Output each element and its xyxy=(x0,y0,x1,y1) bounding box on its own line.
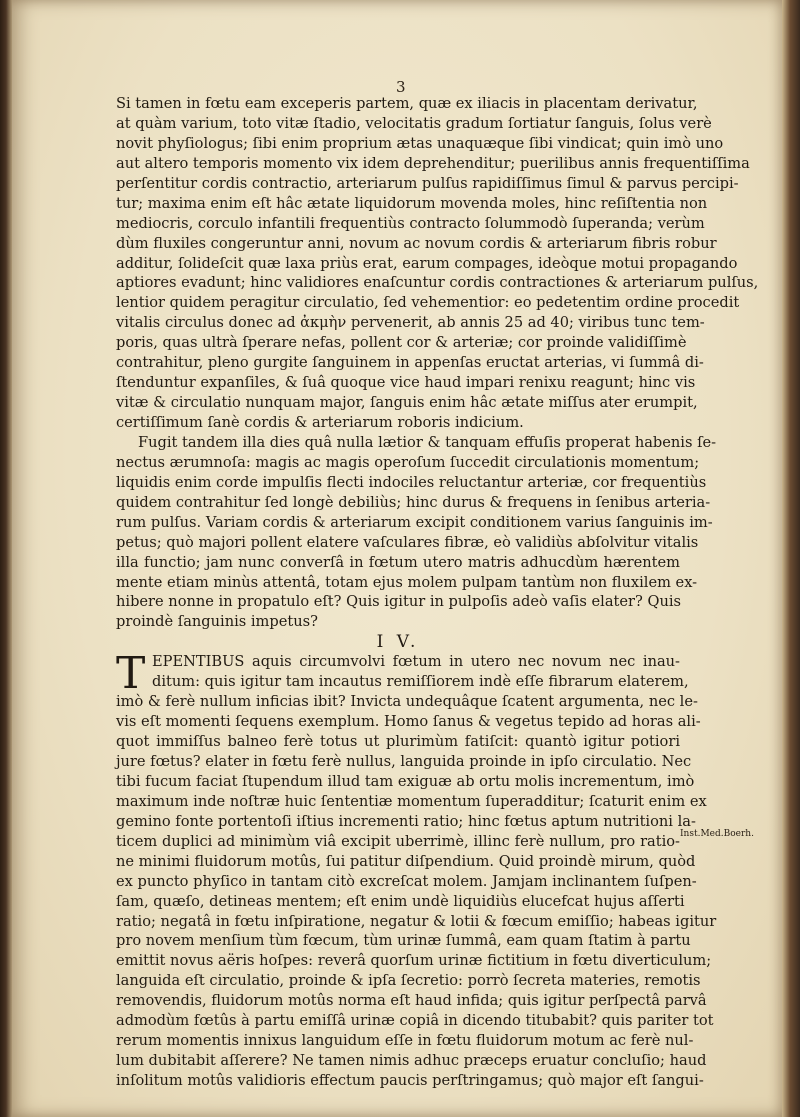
text-line: ſtenduntur expanſiles, & ſuâ quoque vice haud impari renixu reagunt; hinc vis xyxy=(116,374,696,392)
text-line: languida eſt circulatio, proinde & ipſa ſecretio: porrò ſecreta materies, remotis xyxy=(116,972,701,990)
text-line: Fugit tandem illa dies quâ nulla lætior & tanquam effuſis properat habenis ſe- xyxy=(138,433,717,451)
text-line: contrahitur, pleno gurgite ſanguinem in appenſas eructat arterias, vi ſummâ di- xyxy=(116,354,704,372)
text-line: maximum inde noſtræ huic ſententiæ momentum ſuperadditur; ſcaturit enim ex xyxy=(116,792,707,810)
text-line: rerum momentis innixus languidum eſſe in fœtu fluidorum motum ac ferè nul- xyxy=(116,1032,694,1050)
text-line: ticem duplici ad minimùm viâ excipit uberrimè, illinc ferè nullum, pro ratio- xyxy=(116,832,680,850)
drop-cap: T xyxy=(116,648,146,700)
text-line: nectus ærumnoſa: magis ac magis operoſum ſuccedit circulationis momentum; xyxy=(116,453,700,471)
text-line: ditum: quis igitur tam incautus remiſſiorem indè eſſe fibrarum elaterem, xyxy=(152,673,689,691)
text-line: ſam, quæſo, detineas mentem; eſt enim undè liquidiùs elucefcat hujus aſſerti xyxy=(116,892,685,910)
paragraph-1 xyxy=(116,94,759,433)
text-line: additur, ſolideſcit quæ laxa priùs erat, earum compages, ideòque motui propagando xyxy=(116,254,738,272)
text-line: rum pulſus. Variam cordis & arteriarum excipit conditionem varius ſanguinis im- xyxy=(116,513,713,531)
text-line: illa functio; jam nunc converſâ in fœtum utero matris adhucdùm hærentem xyxy=(116,553,680,571)
margin-note: Inst.Med.Boerh. xyxy=(680,829,754,839)
text-line: mente etiam minùs attentâ, totam ejus molem pulpam tantùm non fluxilem ex- xyxy=(116,573,698,591)
text-line: removendis, fluidorum motûs norma eſt haud infida; quis igitur perſpectâ parvâ xyxy=(116,992,707,1010)
text-line: mediocris, corculo infantili frequentiùs contracto ſolummodò ſuperanda; verùm xyxy=(116,214,705,232)
text-line: vis eſt momenti ſequens exemplum. Homo ſanus & vegetus tepido ad horas ali- xyxy=(116,713,701,731)
text-line: EPENTIBUS aquis circumvolvi fœtum in utero nec novum nec inau- xyxy=(152,653,680,671)
text-line: hibere nonne in propatulo eſt? Quis igitur in pulpoſis adeò vaſis elater? Quis xyxy=(116,593,681,611)
text-line: Si tamen in fœtu eam exceperis partem, quæ ex iliacis in placentam derivatur, xyxy=(116,95,698,112)
text-line: quidem contrahitur ſed longè debiliùs; hinc durus & frequens in ſenibus arteria- xyxy=(116,493,711,511)
text-line: imò & ferè nullum inficias ibit? Invicta undequâque ſcatent argumenta, nec le- xyxy=(116,693,698,711)
text-line: admodùm fœtûs à partu emiſſâ urinæ copiâ in dicendo titubabit? quis pariter tot xyxy=(116,1012,714,1030)
text-line: aut altero temporis momento vix idem deprehenditur; puerilibus annis frequentiſſima xyxy=(116,154,750,172)
text-line: certiſſimum ſanè cordis & arteriarum roboris indicium. xyxy=(116,414,524,431)
text-line: ne minimi fluidorum motûs, ſui patitur diſpendium. Quid proindè mirum, quòd xyxy=(116,852,696,870)
text-line: vitæ & circulatio nunquam major, ſanguis enim hâc ætate miſſus ater erumpit, xyxy=(116,394,698,412)
page-number: 3 xyxy=(396,78,406,96)
text-line: aptiores evadunt; hinc validiores enaſcuntur cordis contractiones & arteriarum pulſus, xyxy=(116,274,759,292)
text-line: petus; quò majori pollent elatere vaſculares fibræ, eò validiùs abſolvitur vitalis xyxy=(116,533,699,551)
paragraph-3-opening xyxy=(116,648,689,700)
paragraph-2 xyxy=(116,433,717,632)
text-line: quot immiſſus balneo ferè totus ut plurimùm fatiſcit: quantò igitur potiori xyxy=(116,733,680,751)
section-heading: I V. xyxy=(376,632,420,653)
text-line: tur; maxima enim eſt hâc ætate liquidorum movenda moles, hinc reſiſtentia non xyxy=(116,194,708,212)
text-line: gemino fonte portentoſi iſtius incrementi ratio; hinc fœtus aptum nutritioni la- xyxy=(116,812,696,830)
text-line: jure fœtus? elater in fœtu ferè nullus, languida proinde in ipſo circulatio. Nec xyxy=(116,753,692,770)
text-line: ex puncto phyſico in tantam citò excreſcat molem. Jamjam inclinantem ſuſpen- xyxy=(116,872,697,890)
text-line: perſentitur cordis contractio, arteriarum pulſus rapidiſſimus ſimul & parvus percipi- xyxy=(116,174,739,192)
text-line: pro novem menſium tùm fœcum, tùm urinæ ſummâ, eam quam ſtatim à partu xyxy=(116,932,691,950)
text-line: at quàm varium, toto vitæ ſtadio, velocitatis gradum ſortiatur ſanguis, ſolus verè xyxy=(116,114,712,132)
text-line: dùm fluxiles congeruntur anni, novum ac novum cordis & arteriarum fibris robur xyxy=(116,234,717,252)
text-line: inſolitum motûs validioris effectum paucis perſtringamus; quò major eſt ſangui- xyxy=(116,1072,704,1089)
text-line: ratio; negatâ in fœtu inſpiratione, negatur & lotii & fœcum emiſſio; habeas igitur xyxy=(116,912,717,930)
text-line: tibi fucum faciat ſtupendum illud tam exiguæ ab ortu molis incrementum, imò xyxy=(116,772,695,790)
text-line: lum dubitabit aſſerere? Ne tamen nimis adhuc præceps eruatur concluſio; haud xyxy=(116,1052,707,1070)
text-line: vitalis circulus donec ad ἀκμὴν pervenerit, ab annis 25 ad 40; viribus tunc tem- xyxy=(116,314,705,332)
text-line: liquidis enim corde impulſis flecti indociles reluctantur arteriæ, cor frequentiùs xyxy=(116,473,707,491)
text-line: lentior quidem peragitur circulatio, ſed vehementior: eo pedetentim ordine procedit xyxy=(116,294,740,312)
text-line: emittit novus aëris hoſpes: reverâ quorſum urinæ fictitium in fœtu diverticulum; xyxy=(116,952,712,970)
text-line: poris, quas ultrà ſperare nefas, pollent cor & arteriæ; cor proinde validiſſimè xyxy=(116,334,687,352)
text-line: proindè ſanguinis impetus? xyxy=(116,613,318,631)
text-line: novit phyſiologus; ſibi enim proprium ætas unaquæque ſibi vindicat; quin imò uno xyxy=(116,134,724,152)
